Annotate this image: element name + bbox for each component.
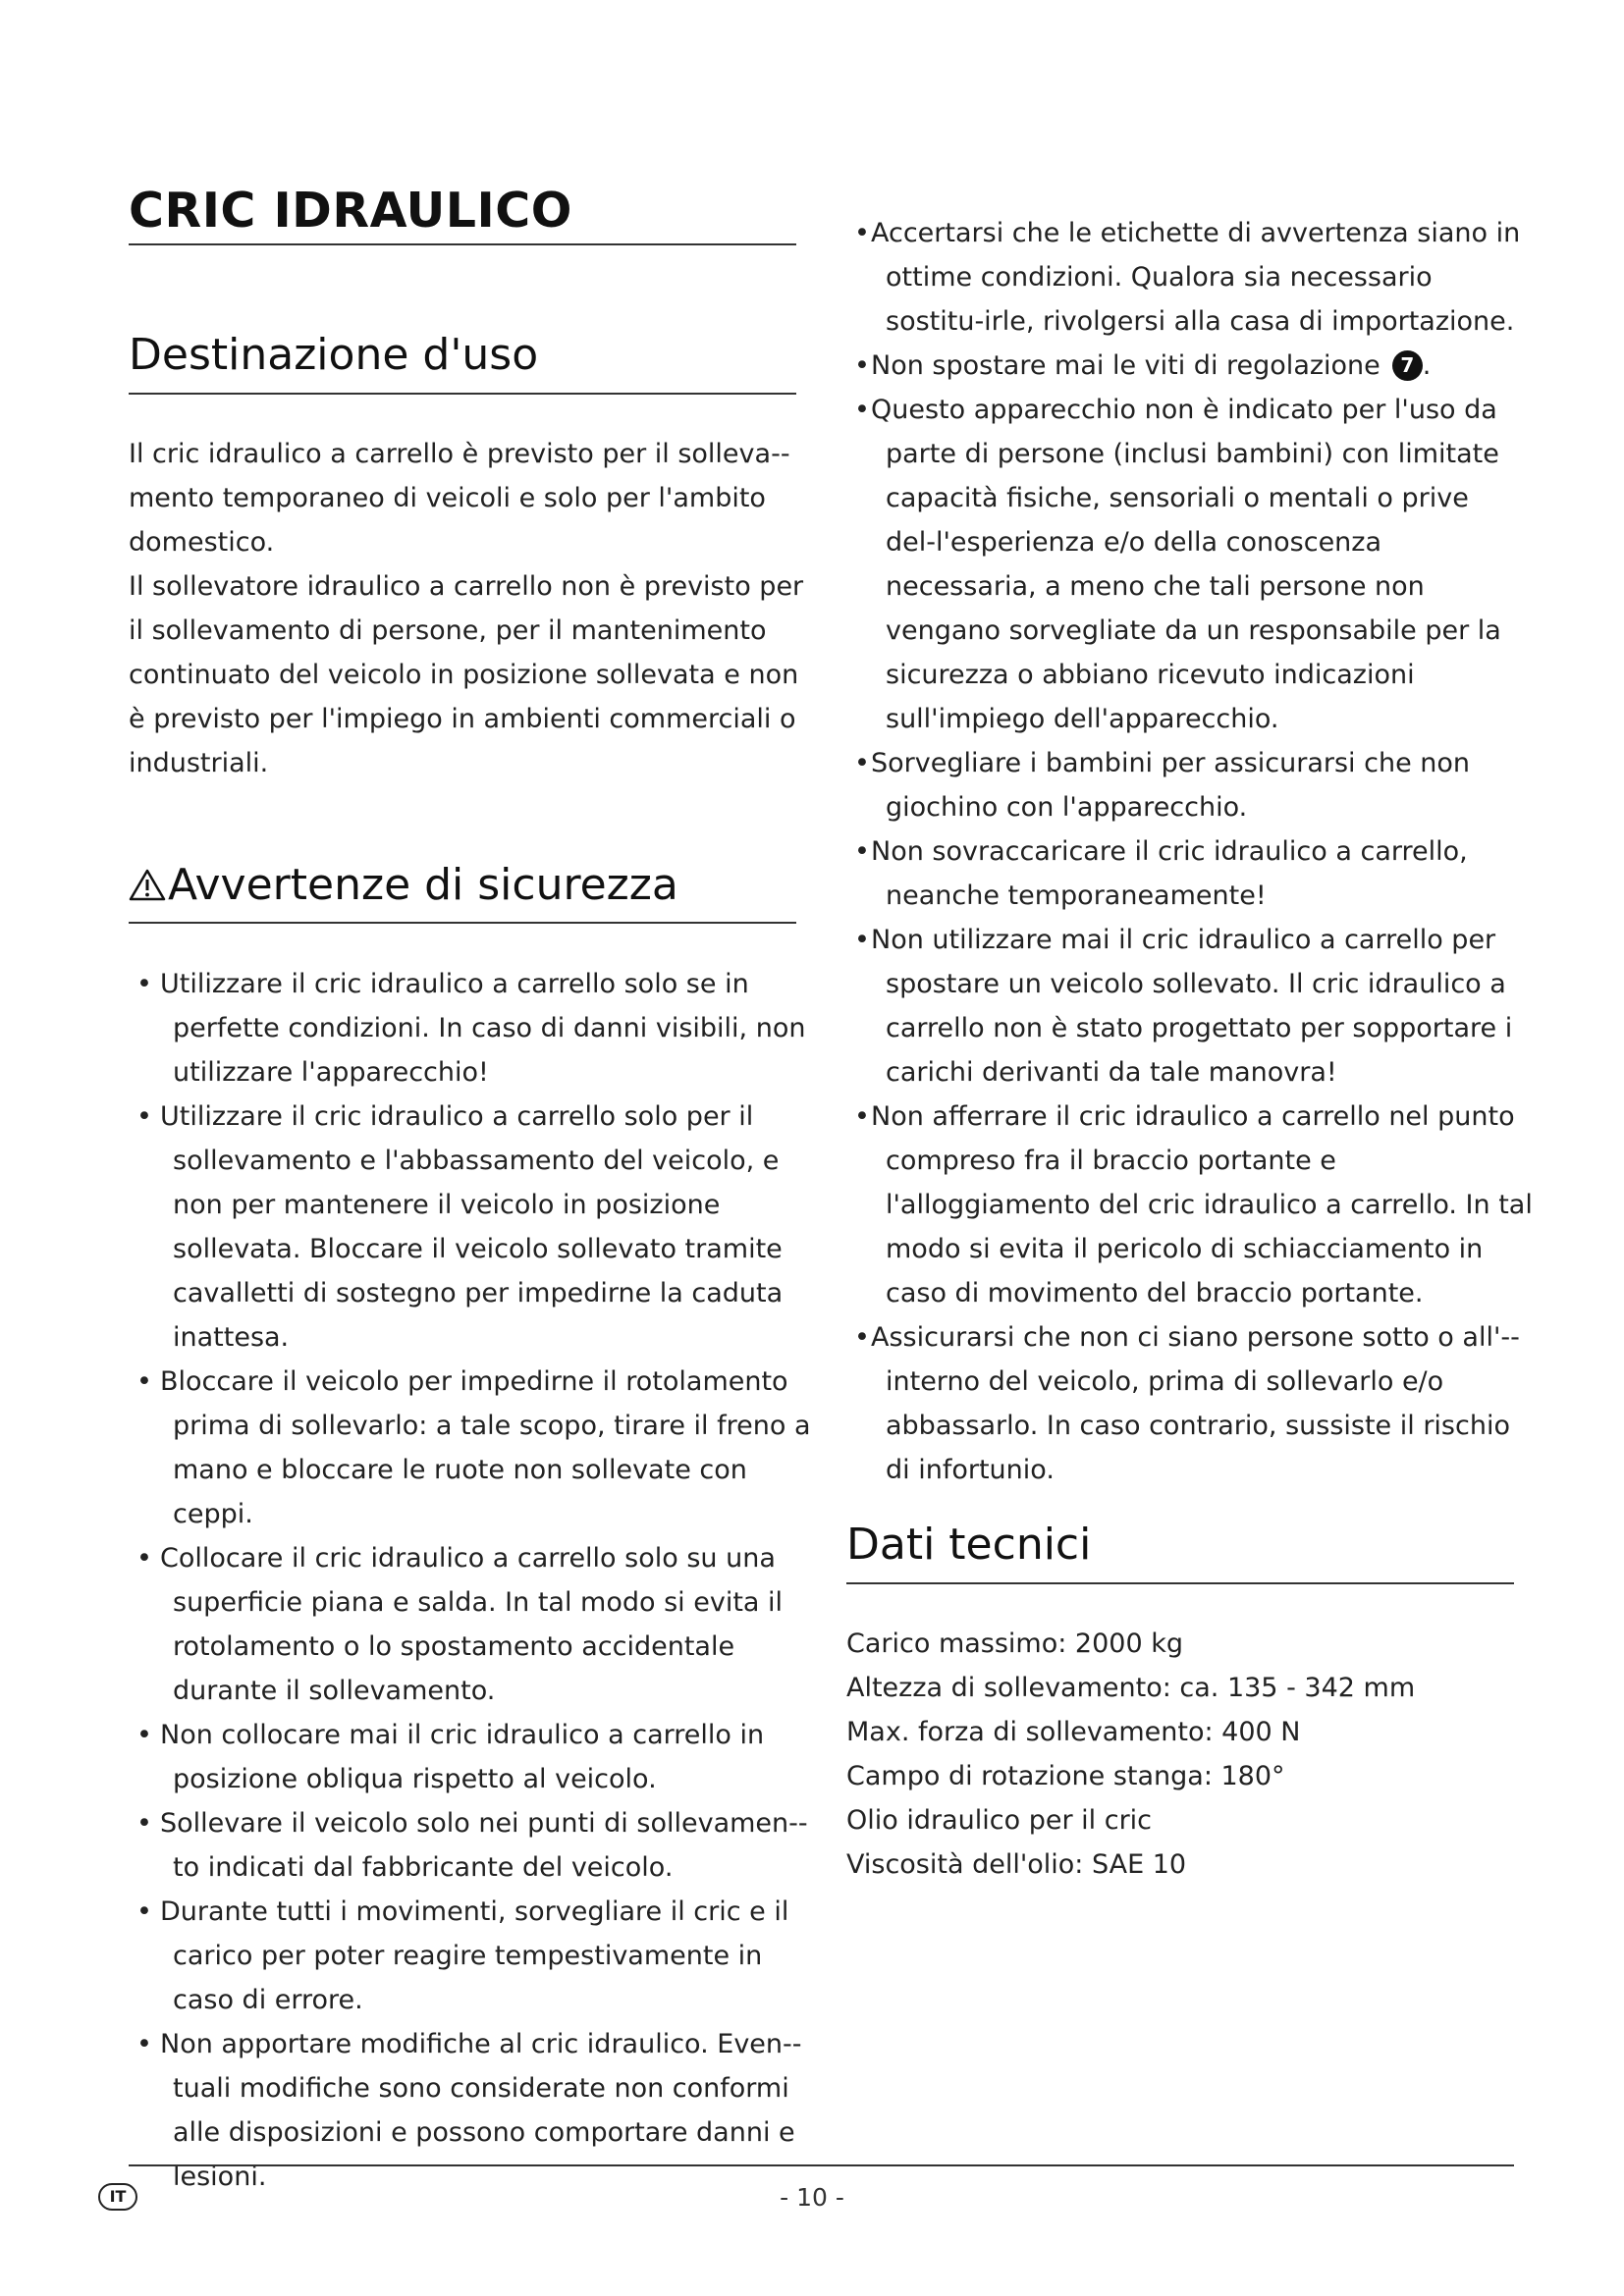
list-item: • Non sovraccaricare il cric idraulico a carrello, neanche temporaneamente! xyxy=(846,829,1534,918)
safety-list-left xyxy=(129,962,816,2199)
intended-use-paragraph: Il sollevatore idraulico a carrello non è previsto per il sollevamento di persone, per il mantenimento continuato del veicolo in posizione sollevata e non è previsto per l'impiego in ambienti commerciali o industriali. xyxy=(129,571,804,778)
title-rule xyxy=(129,243,796,245)
page-title: CRIC IDRAULICO xyxy=(129,183,572,239)
list-item: • Assicurarsi che non ci siano persone sotto o all'-interno del veicolo, prima di sollevarlo e/o abbassarlo. In caso contrario, sussiste il rischio di infortunio. xyxy=(846,1315,1534,1492)
list-item: • Utilizzare il cric idraulico a carrello solo se in perfette condizioni. In caso di danni visibili, non utilizzare l'apparecchio! xyxy=(129,962,816,1095)
intended-use-paragraph: Il cric idraulico a carrello è previsto per il solleva-mento temporaneo di veicoli e solo per l'ambito domestico. xyxy=(129,439,790,558)
language-badge: IT xyxy=(98,2183,137,2211)
safety-list-right xyxy=(846,211,1534,1492)
list-item: • Durante tutti i movimenti, sorvegliare il cric e il carico per poter reagire tempestivamente in caso di errore. xyxy=(129,1890,816,2022)
spec-item: Max. forza di sollevamento: 400 N xyxy=(846,1717,1301,1747)
adjust-screws-text: Non spostare mai le viti di regolazione xyxy=(871,350,1380,381)
list-item: • Non apportare modifiche al cric idraulico. Even-tuali modifiche sono considerate non conformi alle disposizioni e possono comportare danni e lesioni. xyxy=(129,2022,816,2199)
list-item: • Accertarsi che le etichette di avvertenza siano in ottime condizioni. Qualora sia necessario sostitu-irle, rivolgersi alla casa di importazione. xyxy=(846,211,1534,344)
spec-item: Olio idraulico per il cric xyxy=(846,1805,1153,1836)
list-item: • Bloccare il veicolo per impedirne il rotolamento prima di sollevarlo: a tale scopo, tirare il freno a mano e bloccare le ruote non sollevate con ceppi. xyxy=(129,1360,816,1536)
list-item-adjust-screws xyxy=(846,344,1534,388)
list-item: • Non afferrare il cric idraulico a carrello nel punto compreso fra il braccio portante e l'alloggiamento del cric idraulico a carrello. In tal modo si evita il pericolo di schiacciamento in caso di movimento del braccio portante. xyxy=(846,1095,1534,1315)
adjust-screws-suffix: . xyxy=(1422,350,1432,381)
reference-number-badge: 7 xyxy=(1392,350,1423,381)
safety-rule xyxy=(129,922,796,924)
footer-rule xyxy=(129,2164,1514,2166)
spec-item: Viscosità dell'olio: SAE 10 xyxy=(846,1849,1187,1880)
safety-heading xyxy=(129,860,678,912)
spec-item: Altezza di sollevamento: ca. 135 - 342 mm xyxy=(846,1673,1416,1703)
spec-item: Campo di rotazione stanga: 180° xyxy=(846,1761,1285,1791)
list-item: • Non collocare mai il cric idraulico a carrello in posizione obliqua rispetto al veicolo. xyxy=(129,1713,816,1801)
list-item: • Sorvegliare i bambini per assicurarsi che non giochino con l'apparecchio. xyxy=(846,741,1534,829)
tech-specs-list xyxy=(846,1622,1415,1887)
page-number: - 10 - xyxy=(780,2183,844,2212)
intended-use-text xyxy=(129,432,806,785)
list-item: • Questo apparecchio non è indicato per l'uso da parte di persone (inclusi bambini) con limitate capacità fisiche, sensoriali o mentali o prive del-l'esperienza e/o della conoscenza necessaria, a meno che tali persone non vengano sorvegliate da un responsabile per la sicurezza o abbiano ricevuto indicazioni sull'impiego dell'apparecchio. xyxy=(846,388,1534,741)
warning-triangle-icon xyxy=(129,862,166,912)
intended-use-rule xyxy=(129,393,796,395)
list-item: • Utilizzare il cric idraulico a carrello solo per il sollevamento e l'abbassamento del veicolo, e non per mantenere il veicolo in posizione sollevata. Bloccare il veicolo sollevato tramite cavalletti di sostegno per impedirne la caduta inattesa. xyxy=(129,1095,816,1360)
spec-item: Carico massimo: 2000 kg xyxy=(846,1629,1183,1659)
safety-heading-text: Avvertenze di sicurezza xyxy=(168,860,678,910)
list-item: • Collocare il cric idraulico a carrello solo su una superficie piana e salda. In tal modo si evita il rotolamento o lo spostamento accidentale durante il sollevamento. xyxy=(129,1536,816,1713)
list-item: • Sollevare il veicolo solo nei punti di sollevamen-to indicati dal fabbricante del veicolo. xyxy=(129,1801,816,1890)
list-item: • Non utilizzare mai il cric idraulico a carrello per spostare un veicolo sollevato. Il cric idraulico a carrello non è stato progettato per sopportare i carichi derivanti da tale manovra! xyxy=(846,918,1534,1095)
intended-use-heading: Destinazione d'uso xyxy=(129,330,539,380)
tech-data-rule xyxy=(846,1582,1514,1584)
tech-data-heading: Dati tecnici xyxy=(846,1520,1092,1570)
